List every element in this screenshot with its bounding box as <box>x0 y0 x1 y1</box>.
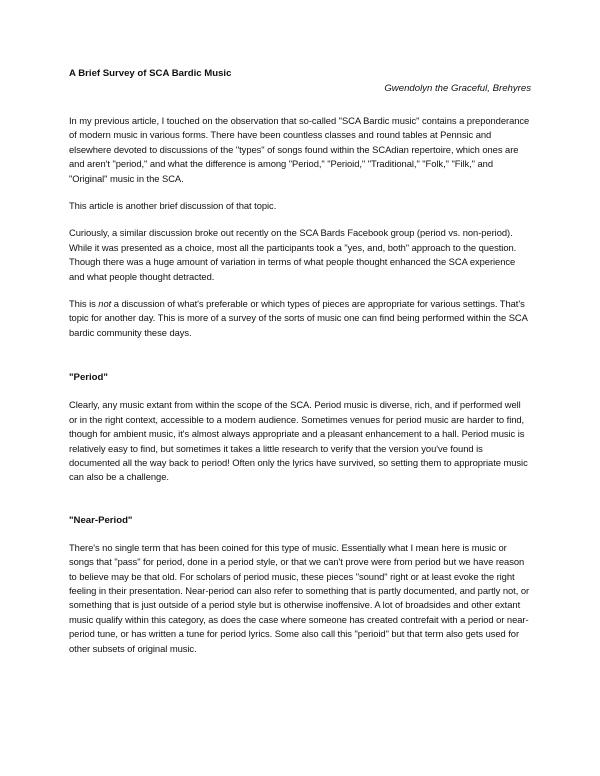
section-text-period: Clearly, any music extant from within the scope of the SCA. Period music is diverse, rich, and if performed well or in the right context, accessible to a modern audience. Sometimes venues for period music are harder to find, though for ambient music, it's almost always appropriate and a pleasant enhancement to a hall. Period music is relatively easy to find, but sometimes it takes a little research to verify that the version you've found is documented all the way back to period! Often only the lyrics have survived, so setting them to appropriate music can also be a challenge. <box>69 399 528 483</box>
not-paragraph-emphasis: not <box>98 298 112 310</box>
intro-paragraph-2: This article is another brief discussion of that topic. <box>69 200 277 212</box>
intro-paragraph-1: In my previous article, I touched on the observation that so-called "SCA Bardic music" contains a preponderance of modern music in various forms. There have been countless classes and round tables at Pennsic and elsewhere devoted to discussions of the "types" of songs found within the SCAdian repertoire, which ones are and aren't "period," and what the difference is among "Period," "Perioid," "Traditional," "Folk," "Filk," and "Original" music in the SCA. <box>69 115 530 184</box>
section-heading-period: "Period" <box>69 372 108 384</box>
section-heading-near-period: "Near-Period" <box>69 514 133 526</box>
intro-paragraph-4 <box>69 297 531 340</box>
section-text-near-period: There's no single term that has been coined for this type of music. Essentially what I mean here is music or songs that "pass" for period, done in a period style, or that we can't prove were from period but we have reason to believe may be that old. For scholars of period music, these pieces "sound" right or at least evoke the right feeling in their presentation. Near-period can also refer to something that is partly documented, and partly not, or something that is just outside of a period style but is otherwise inoffensive. A lot of broadsides and other extant music qualify within this category, as does the case where someone has created contrefait with a period or near-period tune, or has written a tune for period lyrics. Some also call this "perioid" but that term also gets used for other subsets of original music. <box>69 541 530 654</box>
intro-paragraph-3: Curiously, a similar discussion broke out recently on the SCA Bards Facebook group (period vs. non-period). While it was presented as a choice, most all the participants took a "yes, and, both" approach to the question. Though there was a huge amount of variation in terms of what people thought enhanced the SCA experience and what people thought detracted. <box>69 227 517 282</box>
not-paragraph-after: a discussion of what's preferable or which types of pieces are appropriate for various settings. That's topic for another day. This is more of a survey of the sorts of music one can find being performed within the SCA bardic community these days. <box>69 298 528 338</box>
not-paragraph-before: This is <box>69 298 99 310</box>
document-author: Gwendolyn the Graceful, Brehyres <box>384 83 531 94</box>
document-title: A Brief Survey of SCA Bardic Music <box>69 68 232 79</box>
document-page <box>69 68 531 656</box>
